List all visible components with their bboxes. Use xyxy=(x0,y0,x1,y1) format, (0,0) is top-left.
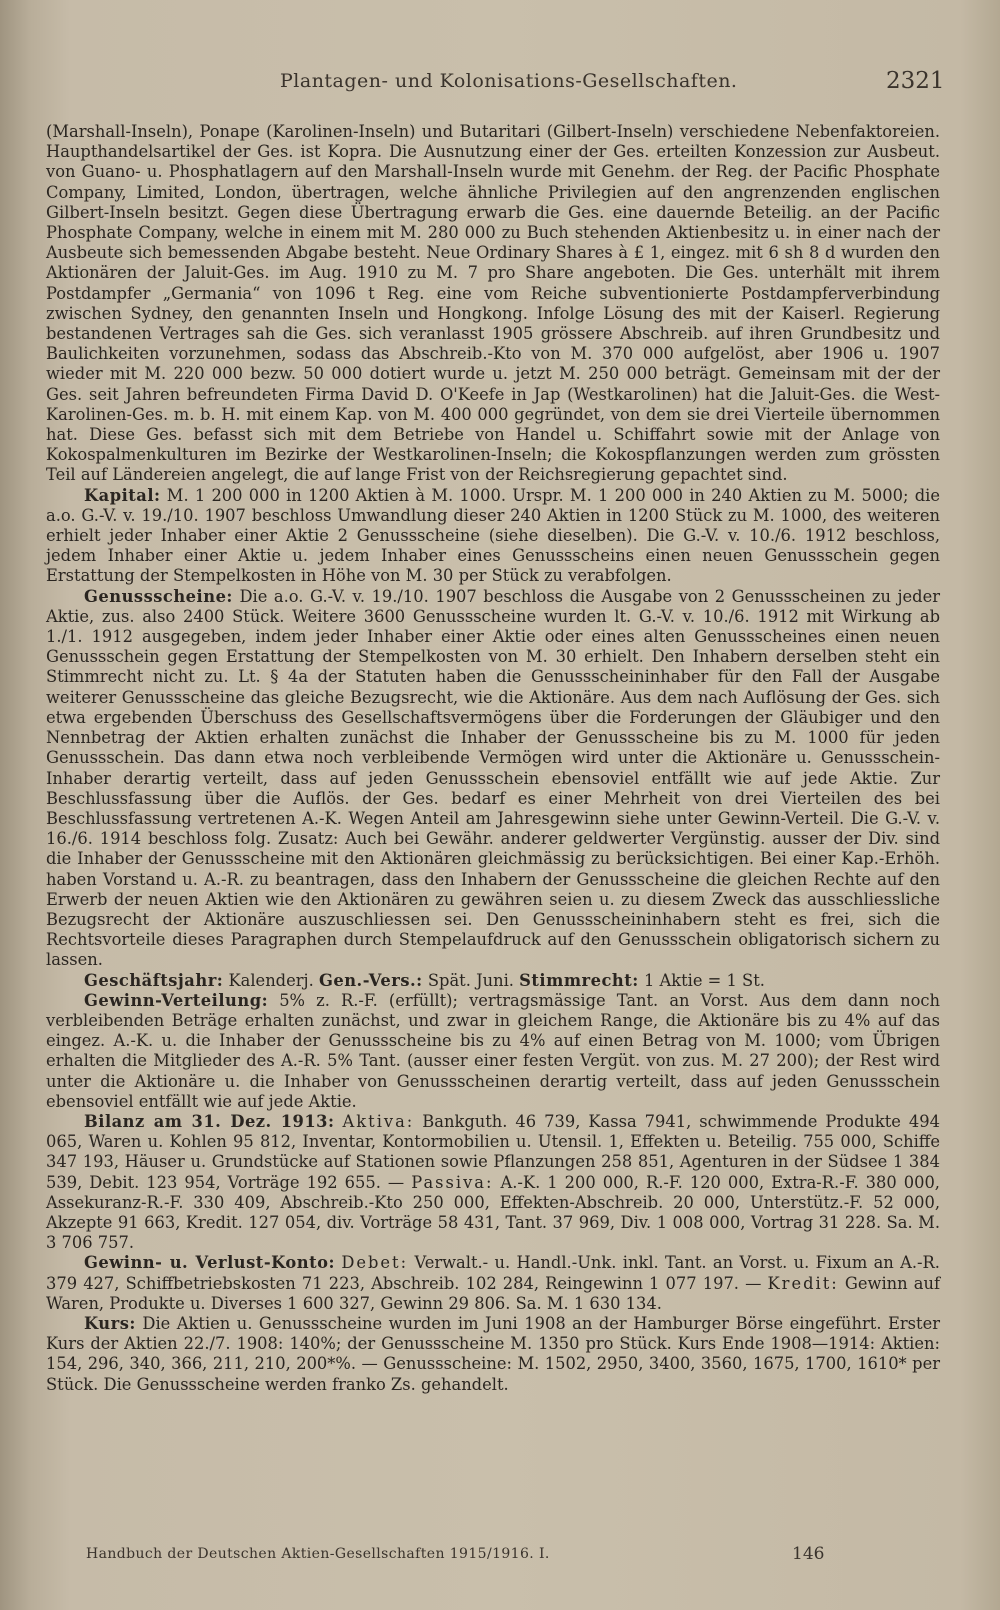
kapital-heading: Kapital: xyxy=(84,485,161,505)
geschaeftsjahr-text: Kalenderj. xyxy=(228,970,314,990)
debet-label: Debet: xyxy=(341,1253,409,1273)
kurs-text: Die Aktien u. Genussscheine wurden im Juni 1908 an der Hamburger Börse eingeführt. Erster Kurs der Aktien 22./7. 1908: 140%; der Genussscheine M. 1350 pro Stück. Kurs Ende 1908—1914: Aktien: 154, 296, 340, 366, 211, 210, 200*%. — Genussscheine: M. 1502, 2950, 3400, 3560, 1675, 1700, 1610* per Stück. Die Genussscheine werden franko Zs. gehandelt. xyxy=(46,1313,940,1394)
kapital-text: M. 1 200 000 in 1200 Aktien à M. 1000. Urspr. M. 1 200 000 in 240 Aktien zu M. 5000; die a.o. G.-V. v. 19./10. 1907 beschloss Umwandlung dieser 240 Aktien in 1200 Stück zu M. 1000, des weiteren erhielt jeder Inhaber einer Aktie 2 Genussscheine (siehe dieselben). Die G.-V. v. 10./6. 1912 beschloss, jedem Inhaber einer Aktie u. jedem Inhaber eines Genussscheins einen neuen Genussschein gegen Erstattung der Stempelkosten in Höhe von M. 30 per Stück zu verabfolgen. xyxy=(46,485,940,586)
bilanz-heading: Bilanz am 31. Dez. 1913: xyxy=(84,1111,335,1131)
gen-vers-heading: Gen.-Vers.: xyxy=(318,970,423,990)
page-number: 2321 xyxy=(886,68,945,94)
meta-paragraph xyxy=(46,971,940,991)
geschaeftsjahr-heading: Geschäftsjahr: xyxy=(84,970,224,990)
gewinn-verteilung-heading: Gewinn-Verteilung: xyxy=(84,990,269,1010)
gewinn-verteilung-text: 5% z. R.-F. (erfüllt); vertragsmässige Tant. an Vorst. Aus dem dann noch verbleibenden Beträge erhalten zunächst, und zwar in gleichem Range, die Aktionäre bis zu 4% auf das eingez. A.-K. u. die Inhaber der Genussscheine bis zu 4% auf einen Betrag von M. 1000; vom Übrigen erhalten die Mitglieder des A.-R. 5% Tant. (ausser einer festen Vergüt. von zus. M. 27 200); der Rest wird unter die Aktionäre u. die Inhaber von Genussscheinen derartig verteilt, dass auf jeden Genussschein ebensoviel entfällt wie auf jede Aktie. xyxy=(46,990,940,1111)
genussscheine-heading: Genussscheine: xyxy=(84,586,233,606)
footer-signature: 146 xyxy=(792,1544,825,1564)
gen-vers-text: Spät. Juni. xyxy=(427,970,514,990)
body-text xyxy=(46,122,940,1395)
gewinn-verteilung-paragraph xyxy=(46,991,940,1112)
kurs-heading: Kurs: xyxy=(84,1313,136,1333)
gewinn-verlust-heading: Gewinn- u. Verlust-Konto: xyxy=(84,1253,335,1273)
aktiva-text: Bankguth. 46 739, Kassa 7941, schwimmende Produkte 494 065, Waren u. Kohlen 95 812, Inventar, Kontormobilien u. Utensil. 1, Effekten u. Beteilig. 755 000, Schiffe 347 193, Häuser u. Grundstücke auf Stationen sowie Pflanzungen 258 851, Agenturen in der Südsee 1 384 539, Debit. 123 954, Vorträge 192 655. — xyxy=(46,1111,940,1192)
genussscheine-paragraph xyxy=(46,587,940,971)
debet-text: Verwalt.- u. Handl.-Unk. inkl. Tant. an Vorst. u. Fixum an A.-R. 379 427, Schiffbetriebskosten 71 223, Abschreib. 102 284, Reingewinn 1 077 197. — xyxy=(46,1253,940,1293)
footer-book-title: Handbuch der Deutschen Aktien-Gesellschaften 1915/1916. I. xyxy=(86,1546,550,1562)
genussscheine-text: Die a.o. G.-V. v. 19./10. 1907 beschloss die Ausgabe von 2 Genussscheinen zu jeder Aktie, zus. also 2400 Stück. Weitere 3600 Genussscheine wurden lt. G.-V. v. 10./6. 1912 mit Wirkung ab 1./1. 1912 ausgegeben, indem jeder Inhaber einer Aktie oder eines alten Genussscheines einen neuen Genussschein gegen Erstattung der Stempelkosten von M. 30 erhielt. Den Inhabern derselben steht ein Stimmrecht nicht zu. Lt. § 4a der Statuten haben die Genussscheininhaber für den Fall der Ausgabe weiterer Genussscheine das gleiche Bezugsrecht, wie die Aktionäre. Aus dem nach Auflösung der Ges. sich etwa ergebenden Überschuss des Gesellschaftsvermögens über die Forderungen der Gläubiger und den Nennbetrag der Aktien erhalten zunächst die Inhaber der Genussscheine bis zu M. 1000 für jeden Genussschein. Das dann etwa noch verbleibende Vermögen wird unter die Aktionäre u. Genussschein-Inhaber derartig verteilt, dass auf jeden Genussschein ebensoviel entfällt wie auf jede Aktie. Zur Beschlussfassung über die Auflös. der Ges. bedarf es einer Mehrheit von drei Vierteilen des bei Beschlussfassung vertretenen A.-K. Wegen Anteil am Jahresgewinn siehe unter Gewinn-Verteil. Die G.-V. v. 16./6. 1914 beschloss folg. Zusatz: Auch bei Gewähr. anderer geldwerter Vergünstig. ausser der Div. sind die Inhaber der Genussscheine mit den Aktionären gleichmässig zu berücksichtigen. Bei einer Kap.-Erhöh. haben Vorstand u. A.-R. zu beantragen, dass den Inhabern der Genussscheine die gleichen Rechte auf den Erwerb der neuen Aktien wie den Aktionären zu gewähren seien u. zu diesem Zweck das ausschliessliche Bezugsrecht der Aktionäre auszuschliessen sei. Den Genussscheininhabern steht es frei, sich die Rechtsvorteile dieses Paragraphen durch Stempelaufdruck auf den Genussschein obligatorisch sichern zu lassen. xyxy=(46,586,940,970)
aktiva-label: Aktiva: xyxy=(342,1111,415,1131)
gewinn-verlust-paragraph xyxy=(46,1253,940,1314)
kapital-paragraph xyxy=(46,486,940,587)
passiva-text: A.-K. 1 200 000, R.-F. 120 000, Extra-R.-F. 380 000, Assekuranz-R.-F. 330 409, Abschreib.-Kto 250 000, Effekten-Abschreib. 20 000, Unterstütz.-F. 52 000, Akzepte 91 663, Kredit. 127 054, div. Vorträge 58 431, Tant. 37 969, Div. 1 008 000, Vortrag 31 228. Sa. M. 3 706 757. xyxy=(46,1172,940,1253)
kredit-text: Gewinn auf Waren, Produkte u. Diverses 1 600 327, Gewinn 29 806. Sa. M. 1 630 134. xyxy=(46,1273,940,1313)
bilanz-paragraph xyxy=(46,1112,940,1253)
passiva-label: Passiva: xyxy=(411,1172,494,1192)
kurs-paragraph xyxy=(46,1314,940,1395)
stimmrecht-text: 1 Aktie = 1 St. xyxy=(643,970,765,990)
intro-paragraph: (Marshall-Inseln), Ponape (Karolinen-Inseln) und Butaritari (Gilbert-Inseln) verschiedene Nebenfaktoreien. Haupthandelsartikel der Ges. ist Kopra. Die Ausnutzung einer der Ges. erteilten Konzession zur Ausbeut. von Guano- u. Phosphatlagern auf den Marshall-Inseln wurde mit Genehm. der Reg. der Pacific Phosphate Company, Limited, London, übertragen, welche ähnliche Privilegien auf den angrenzenden englischen Gilbert-Inseln besitzt. Gegen diese Übertragung erwarb die Ges. eine dauernde Beteilig. an der Pacific Phosphate Company, welche in einem mit M. 280 000 zu Buch stehenden Aktienbesitz u. in einer nach der Ausbeute sich bemessenden Abgabe besteht. Neue Ordinary Shares à £ 1, eingez. mit 6 sh 8 d wurden den Aktionären der Jaluit-Ges. im Aug. 1910 zu M. 7 pro Share angeboten. Die Ges. unterhält mit ihrem Postdampfer „Germania“ von 1096 t Reg. eine vom Reiche subventionierte Postdampferverbindung zwischen Sydney, den genannten Inseln und Hongkong. Infolge Lösung des mit der Kaiserl. Regierung bestandenen Vertrages sah die Ges. sich veranlasst 1905 grössere Abschreib. auf ihren Grundbesitz und Baulichkeiten vorzunehmen, sodass das Abschreib.-Kto von M. 370 000 aufgelöst, aber 1906 u. 1907 wieder mit M. 220 000 bezw. 50 000 dotiert wurde u. jetzt M. 250 000 beträgt. Gemeinsam mit der der Ges. seit Jahren befreundeten Firma David D. O'Keefe in Jap (Westkarolinen) hat die Jaluit-Ges. die West-Karolinen-Ges. m. b. H. mit einem Kap. von M. 400 000 gegründet, von dem sie drei Vierteile übernommen hat. Diese Ges. befasst sich mit dem Betriebe von Handel u. Schiffahrt sowie mit der Anlage von Kokospalmenkulturen im Bezirke der Westkarolinen-Inseln; die Kokospflanzungen werden zum grössten Teil auf Ländereien angelegt, die auf lange Frist von der Reichsregierung gepachtet sind. xyxy=(46,122,940,485)
stimmrecht-heading: Stimmrecht: xyxy=(519,970,639,990)
running-title: Plantagen- und Kolonisations-Gesellschaften. xyxy=(280,70,738,92)
kredit-label: Kredit: xyxy=(767,1273,839,1293)
